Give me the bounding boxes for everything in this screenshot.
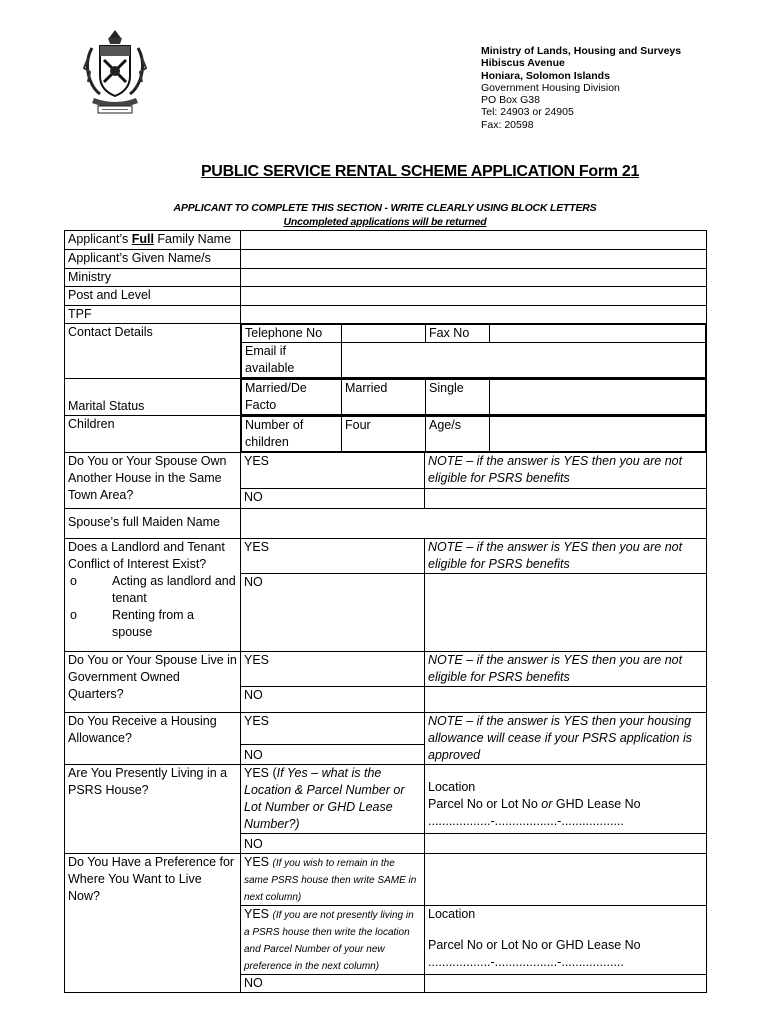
fax-no-label: Fax No [426,325,490,343]
own-house-no-field[interactable] [425,489,707,509]
ministry-address-block [481,45,681,131]
conflict-no-field[interactable] [425,574,707,652]
govt-quarters-no[interactable]: NO [241,687,425,713]
govt-quarters-yes[interactable]: YES [241,652,425,687]
email-label: Email if available [242,343,342,378]
instruction-line-2: Uncompleted applications will be returned [283,216,487,228]
psrs-house-location-cell[interactable] [425,765,707,834]
given-names-label: Applicant’s Given Name/s [65,250,241,269]
preference-no-field[interactable] [425,975,707,993]
email-field[interactable] [342,343,706,378]
psrs-house-no[interactable]: NO [241,834,425,854]
marital-status-label: Marital Status [65,379,241,416]
conflict-yes[interactable]: YES [241,539,425,574]
po-box: PO Box G38 [481,94,540,107]
children-label: Children [65,416,241,453]
fax-no-field[interactable] [490,325,706,343]
street-address: Hibiscus Avenue [481,57,565,70]
conflict-option-spouse: o Renting from a spouse [70,608,194,639]
number-of-children-label: Number of children [242,417,342,452]
post-level-field[interactable] [241,287,707,306]
telephone-label: Telephone No [242,325,342,343]
fax-number: Fax: 20598 [481,118,534,131]
single-field[interactable] [490,380,706,415]
govt-quarters-question: Do You or Your Spouse Live in Government Owned Quarters? [65,652,241,713]
single-label: Single [426,380,490,415]
instruction-line-1: APPLICANT TO COMPLETE THIS SECTION - WRITE CLEARLY USING BLOCK LETTERS [173,202,597,214]
psrs-house-question: Are You Presently Living in a PSRS House? [65,765,241,854]
ages-field[interactable] [490,417,706,452]
own-house-no[interactable]: NO [241,489,425,509]
form-title: PUBLIC SERVICE RENTAL SCHEME APPLICATION Form 21 [200,163,640,180]
contact-details-cell [241,324,707,379]
preference-question: Do You Have a Preference for Where You Want to Live Now? [65,854,241,993]
psrs-house-no-field[interactable] [425,834,707,854]
conflict-no[interactable]: NO [241,574,425,652]
post-level-label: Post and Level [65,287,241,306]
preference-yes-new[interactable]: YES (If you are not presently living in a PSRS house then write the location and Parcel Number of your new preference in the next column) [241,906,425,975]
govt-quarters-note: NOTE – if the answer is YES then you are not eligible for PSRS benefits [425,652,707,687]
solomon-islands-coat-of-arms-logo [80,28,150,118]
tpf-label: TPF [65,306,241,324]
own-house-yes[interactable]: YES [241,453,425,489]
own-house-note: NOTE – if the answer is YES then you are not eligible for PSRS benefits [425,453,707,489]
preference-yes-same[interactable]: YES (If you wish to remain in the same PSRS house then write SAME in next column) [241,854,425,906]
telephone-field[interactable] [342,325,426,343]
tpf-field[interactable] [241,306,707,324]
ministry-name: Ministry of Lands, Housing and Surveys [481,45,682,57]
number-of-children-value[interactable]: Four [342,417,426,452]
govt-quarters-no-field[interactable] [425,687,707,713]
preference-location-cell[interactable] [425,906,707,975]
given-names-field[interactable] [241,250,707,269]
division-name: Government Housing Division [481,81,620,94]
conflict-note: NOTE – if the answer is YES then you are not eligible for PSRS benefits [425,539,707,574]
location-label: Location [428,780,476,794]
ages-label: Age/s [426,417,490,452]
own-house-question: Do You or Your Spouse Own Another House in the Same Town Area? [65,453,241,509]
ministry-field[interactable] [241,269,707,287]
spouse-maiden-name-label: Spouse’s full Maiden Name [65,509,241,539]
allowance-question: Do You Receive a Housing Allowance? [65,713,241,765]
married-de-facto-label: Married/De Facto [242,380,342,415]
ministry-label: Ministry [65,269,241,287]
psrs-house-yes[interactable]: YES (If Yes – what is the Location & Parcel Number or Lot Number or GHD Lease Number?) [241,765,425,834]
preference-no[interactable]: NO [241,975,425,993]
preference-parcel-dots: ..................-..................-.................. [428,955,624,969]
application-form-table [64,230,707,993]
allowance-no[interactable]: NO [241,744,425,764]
parcel-label: Parcel No or Lot No or GHD Lease No [428,797,641,811]
spouse-maiden-name-field[interactable] [241,509,707,539]
children-cell [241,416,707,453]
telephone-numbers: Tel: 24903 or 24905 [481,106,574,119]
instructions [0,201,770,229]
allowance-yes[interactable]: YES [241,713,425,745]
preference-location-label: Location [428,907,476,921]
family-name-field[interactable] [241,231,707,250]
city-address: Honiara, Solomon Islands [481,69,610,82]
preference-same-field[interactable] [425,854,707,906]
family-name-label: Applicant’s Full Family Name [65,231,241,250]
allowance-note: NOTE – if the answer is YES then your housing allowance will cease if your PSRS application is approved [425,713,707,765]
married-value[interactable]: Married [342,380,426,415]
conflict-option-landlord: o Acting as landlord and tenant [70,574,236,605]
parcel-dots: ..................-..................-.................. [428,814,624,828]
preference-parcel-label: Parcel No or Lot No or GHD Lease No [428,938,641,952]
conflict-question: Does a Landlord and Tenant Conflict of Interest Exist? o Acting as landlord and tenant o Renting from a spouse [65,539,241,652]
marital-status-cell [241,379,707,416]
contact-details-label: Contact Details [65,324,241,379]
